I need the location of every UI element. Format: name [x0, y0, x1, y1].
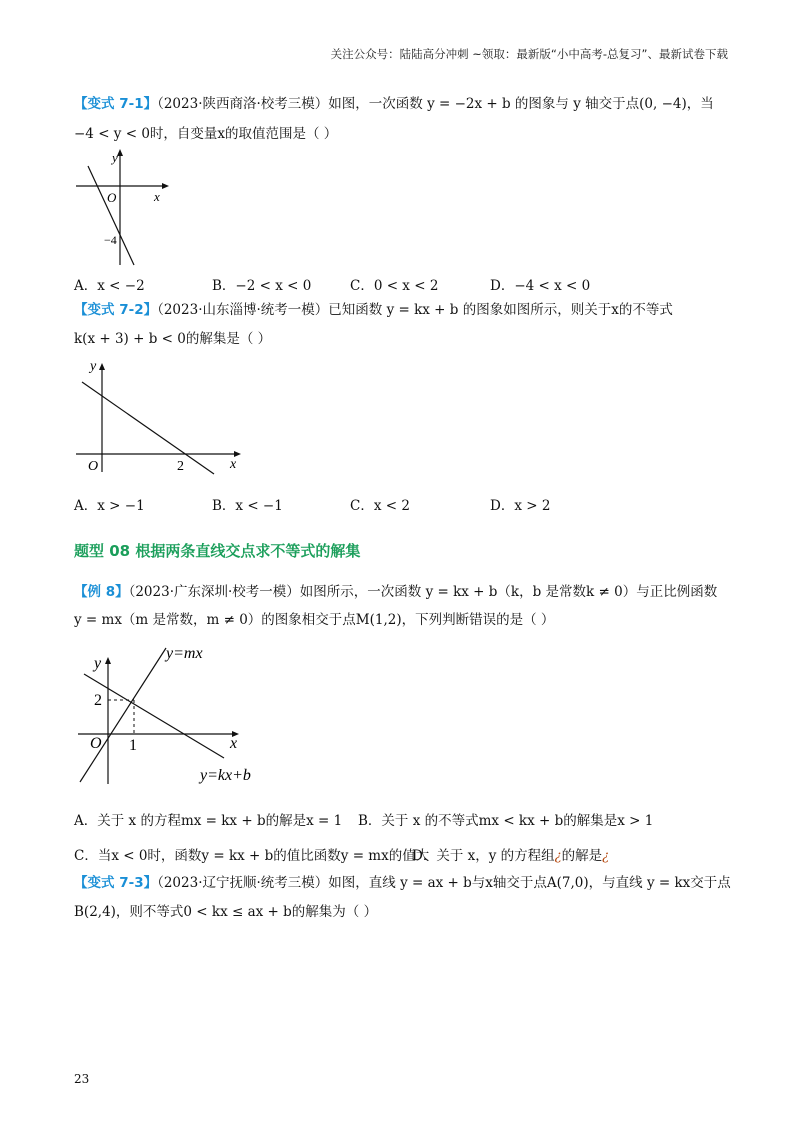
q73-line1: [74, 873, 731, 893]
q72-graph: [74, 352, 254, 478]
q71-option-b: B．−2 < x < 0: [212, 278, 312, 294]
q73-tag: 【变式 7-3】: [74, 875, 158, 891]
ex8-line1: [74, 582, 717, 602]
ex8-line1-label: y=mx: [166, 645, 203, 662]
ex8-y-label: y: [94, 655, 102, 672]
q73-line2: B(2,4)，则不等式0 < kx ≤ ax + b的解集为（ ）: [74, 904, 378, 920]
q72-line2: k(x + 3) + b < 0的解集是（ ）: [74, 331, 272, 347]
q71-text1: （2023·陕西商洛·校考三模）如图，一次函数 y = −2x + b 的图象与 y 轴交于点(0, −4)，当: [157, 96, 714, 112]
ex8-origin: O: [90, 735, 102, 752]
ex8-tick-x: 1: [129, 737, 137, 754]
q72-option-c: C．x < 2: [350, 498, 410, 514]
q71-tag: 【变式 7-1】: [74, 96, 158, 112]
ex8-graph: [74, 640, 274, 788]
q72-option-b: B．x < −1: [212, 498, 283, 514]
section-title: 题型 08 根据两条直线交点求不等式的解集: [74, 542, 361, 560]
q72-option-d: D．x > 2: [490, 498, 551, 514]
ex8-option-d-mark2: ¿: [602, 849, 610, 864]
q72-option-a: A．x > −1: [74, 498, 145, 514]
q72-tag: 【变式 7-2】: [74, 302, 158, 318]
q72-tick: 2: [177, 459, 184, 474]
q72-line1: [74, 300, 673, 320]
ex8-option-c: C．当x < 0时，函数y = kx + b的值比函数y = mx的值大: [74, 848, 430, 864]
page-number: 23: [74, 1072, 90, 1086]
q71-option-d: D．−4 < x < 0: [490, 278, 591, 294]
q72-text1: （2023·山东淄博·统考一模）已知函数 y = kx + b 的图象如图所示，则关于x的不等式: [157, 302, 673, 318]
ex8-option-a: A．关于 x 的方程mx = kx + b的解是x = 1: [74, 813, 343, 829]
q71-x-label: x: [154, 189, 160, 204]
page-header: 关注公众号：陆陆高分冲刺 ~领取：最新版“小中高考-总复习”、最新试卷下载: [330, 47, 728, 61]
ex8-text1: （2023·广东深圳·校考一模）如图所示，一次函数 y = kx + b（k，b 是常数k ≠ 0）与正比例函数: [128, 584, 718, 600]
q71-origin: O: [107, 190, 117, 205]
q72-x-label: x: [230, 457, 237, 472]
ex8-line2: y = mx（m 是常数，m ≠ 0）的图象相交于点M(1,2)，下列判断错误的是（ ）: [74, 612, 555, 628]
q72-y-label: y: [90, 359, 97, 374]
q71-tick: −4: [104, 233, 117, 247]
q71-option-a: A．x < −2: [74, 278, 145, 294]
ex8-option-d: [412, 844, 609, 864]
q71-line2: −4 < y < 0时，自变量x的取值范围是（ ）: [74, 126, 338, 142]
ex8-line2-label: y=kx+b: [200, 767, 251, 784]
ex8-option-b: B．关于 x 的不等式mx < kx + b的解集是x > 1: [358, 813, 654, 829]
ex8-option-d-text: D．关于 x，y 的方程组: [412, 848, 555, 864]
ex8-tick-y: 2: [94, 692, 102, 709]
q72-origin: O: [88, 459, 99, 474]
q73-text1: （2023·辽宁抚顺·统考三模）如图，直线 y = ax + b与x轴交于点A(7,0)，与直线 y = kx交于点: [157, 875, 731, 891]
ex8-tag: 【例 8】: [74, 584, 129, 600]
q71-graph: [74, 148, 174, 270]
ex8-x-label: x: [230, 735, 238, 752]
q71-line1: [74, 94, 714, 114]
q71-option-c: C．0 < x < 2: [350, 278, 439, 294]
ex8-option-d-tail: 的解是: [561, 848, 603, 864]
q71-y-label: y: [112, 150, 118, 165]
ex8-option-d-mark: ¿: [554, 849, 562, 864]
